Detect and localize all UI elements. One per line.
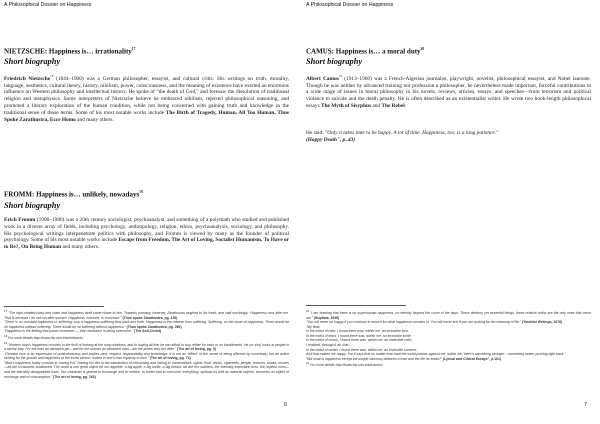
footnote-text: "My dear, — [306, 324, 321, 329]
footnote-rule — [306, 305, 406, 306]
footnote-text: I realized, through it all, that… — [306, 342, 352, 347]
footnote-text: "I am learning that there is no superhuman happiness, no eternity beyond the curve of the days. These derisory yet essential things, these relative truths are the only ones that move me." — [306, 311, 591, 320]
footnote-text: In the midst of hate, I found there was, within me, an invincible love. — [306, 329, 409, 334]
footnote — [4, 320, 289, 329]
footnote-text: "The right-minded class and caste and happiness itself came closer to him. Towards morning, however, Zarathustra laughed to his heart, and said mockingly: 'Happiness runs after me. That is because I do not run after women. Happiness, however, is a woman'." — [4, 311, 290, 320]
page-number: 7 — [584, 402, 588, 408]
nietzsche-bio: Friedrich Nietzsche$^{18}$ (1844–1900) was a German philosopher, essayist, and cultural critic. His writings on truth, morality, language, aesthetics, cultural theory, history, nihilism, power, consciousness, and the meaning of existence have exerted an enormous influence on Western philosophy and intellectual history. He spoke of "the death of God," and foresaw the dissolution of traditional religion and metaphysics. Some interpreters of Nietzsche believe he embraced nihilism, rejected philosophical reasoning, and promoted a literary exploration of the human condition, while not being concerned with gaining truth and knowledge in the traditional sense of those terms. Some of his most notable works include The Birth of Tragedy, Human, All Too Human, Thus Spoke Zarathustra, Ecce Homo and many others. — [4, 74, 290, 123]
fromm-heading: FROMM: Happiness is… unlikely, nowadays$^{19}$ — [4, 190, 143, 199]
right-page — [306, 0, 596, 424]
fromm-bio: Erich Fromm (1900–1980) was a 20th century sociologist, psychoanalyst, and something of a polymath who studied and published work in a diverse array of fields, including psychology, anthropology, religion, ethics, psychoanalysis, sociology, and philosophy. His psychological writings interpenetrate politics with philosophy, and Fromm is viewed by many as the founder of political psychology. Some of his most notable works include Escape from Freedom, The Art of Loving, Socialist Humanism, To Have or to Be?, On Being Human and many others. — [4, 217, 290, 251]
footnote-number: 21 — [306, 361, 310, 366]
fromm-subhead: Short biography — [4, 201, 61, 210]
running-header-right: A Philosophical Dossier on Happiness — [306, 2, 394, 8]
camus-bio: Albert Camus$^{21}$ (1913–1960) was a French-Algerian journalist, playwright, novelist, philosophical essayist, and Nobel laureate. Though he was neither by advanced training nor profession a philosopher, he nevertheless made important, forceful contributions to a wide range of issues in moral philosophy in his novels, reviews, articles, essays, and speeches—from terrorism and political violence to suicide and the death penalty. He is often described as an existentialist writer. He wrote two book-length philosophical essays The Myth of Sisyphus and The Rebel. — [306, 74, 592, 109]
footnote — [306, 309, 591, 320]
footnote-source: (The art of loving, pg. 74) — [149, 356, 191, 361]
footnote-source: (The art of loving, pg. 3) — [176, 347, 216, 352]
page-number: 6 — [284, 402, 288, 408]
footnote-number: 18 — [4, 333, 8, 338]
left-page — [4, 0, 294, 424]
footnote — [4, 361, 289, 379]
footnote-text: "Genuine love is an expression of productiveness and implies care, respect, responsibility and knowledge. It is not an "affect" in the sense of being affected by somebody, but an active striving for the growth and happiness of the loved person, rooted in one's own capacity to love." — [4, 351, 289, 361]
camus-heading: CAMUS: Happiness is… a moral duty$^{20}$ — [306, 47, 425, 56]
footnote-text: "But what is happiness except the simple harmony between a man and the life he leads?" — [306, 356, 443, 361]
footnote-rule — [4, 306, 104, 307]
footnote — [4, 309, 289, 320]
footnote-text: And that makes me happy. For it says that no matter how hard the world pushes against me, within me, there's something stronger – something better, pushing right back." — [306, 352, 566, 357]
footnote-source: (The art of loving, pg. 162) — [53, 374, 96, 379]
footnote-text: For more details http://www.iep.utm.edu/camus/ — [309, 363, 383, 368]
footnote-text: "There is no constant happiness or suffering; only a happiness-suffering flow back and forth. Happiness is the release from suffering. Suffering, on the issue of happiness. There would be no happiness without suffering. There would be no suffering without happiness." — [4, 320, 289, 329]
footnote-text: For more details http://www.iep.utm.edu/nietzsch/ — [7, 336, 84, 341]
footnote-text: "Happiness is the feeling that power increases — that resistance is being overcome." — [4, 329, 135, 334]
footnote-text: In the midst of chaos, I found there was, within me, an invincible calm. — [306, 338, 413, 343]
footnote-text: "Man's happiness today consists in 'having fun.' Having fun lies in the satisfaction of consuming and 'taking in' commodities, sights, food, drinks, cigarettes, people, lectures, books, movies—all are consumed, swallowed. The world is one great object for our appetite, a big apple, a big bottle, a big breast; we are the sucklers, the eternally expectant ones, the hopeful ones—and the eternally disappointed ones. Our character is geared to exchange and to receive, to barter and to consume; everything, spiritual as well as material objects, becomes an object of exchange and of consumption." — [4, 360, 289, 379]
footnote — [4, 334, 289, 341]
nietzsche-subhead: Short biography — [4, 57, 61, 66]
footnote-source: (Thus spoke Zarathustra, pg. 260) — [126, 324, 182, 329]
footnote-number: 19 — [4, 340, 8, 345]
nietzsche-heading: NIETZSCHE: Happiness is… irrationality$^{17}$ — [4, 47, 136, 56]
footnote-text: In the midst of winter, I found there was, within me, an invincible summer. — [306, 347, 418, 352]
footnote — [306, 320, 591, 325]
running-header-left: A Philosophical Dossier on Happiness — [4, 2, 92, 8]
camus-quote: He said: "Only it takes time to be happy. A lot of time. Happiness, too, is a long patience." (Happy Death", p..43) — [306, 130, 499, 143]
footnote-number: 17 — [4, 309, 9, 313]
left-footnotes — [4, 309, 289, 379]
footnote-text: "You will never be happy if you continue to search for what happiness consists of. You will never live if you are looking for the meaning of life." — [306, 320, 523, 325]
footnote-source: (Thus spoke Zarathustra, pg. 130) — [122, 315, 178, 320]
footnote-number: 20 — [306, 309, 311, 313]
footnote-text: "Modern man's happiness consists in the thrill of looking at the shop windows, and in buying all that he can afford to buy, either for cash or on installments. He (or she) looks at people in a similar way. For the man an attractive girl—and for the woman an attractive man—are the prizes they are after." — [4, 342, 289, 352]
camus-subhead: Short biography — [306, 57, 363, 66]
footnote-text: In the midst of tears, I found there was, within me, an invincible smile. — [306, 333, 412, 338]
footnote — [4, 341, 289, 352]
footnote-source: (The Anti-Christ) — [134, 329, 162, 334]
right-footnotes — [306, 309, 591, 368]
footnote-source: (Nuptials, 1938) — [313, 315, 340, 320]
footnote — [4, 352, 289, 361]
footnote — [306, 361, 591, 368]
footnote-source: (Youthful Writings, 1976) — [522, 320, 563, 325]
footnote-source: (Lyrical and Critical Essays", p.101) — [442, 356, 502, 361]
